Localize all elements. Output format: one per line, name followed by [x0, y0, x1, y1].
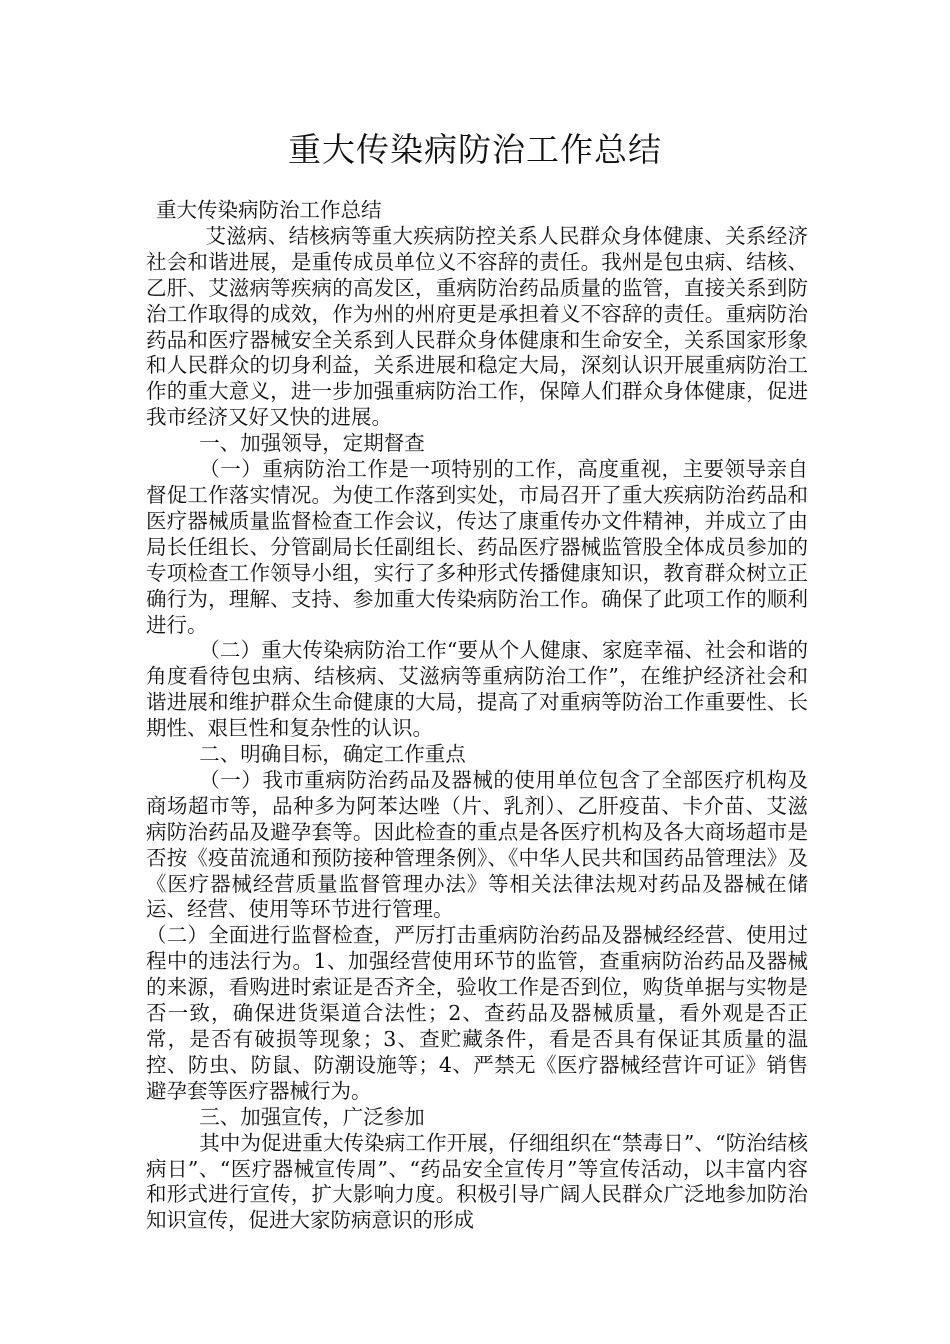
section-heading-2: 二、明确目标，确定工作重点: [199, 742, 466, 767]
paragraph-2-2: （二）全面进行监督检查，严厉打击重病防治药品及器械经经营、使用过程中的违法行为。1、加强经营使用环节的监管，查重病防治药品及器械的来源，看购进时索证是否齐全，验收工作是否到位，购货单据与实物是否一致，确保进货渠道合法性；2、查药品及器械质量，看外观是否正常，是否有破损等现象；3、查贮藏条件，看是否具有保证其质量的温控、防虫、防鼠、防潮设施等；4、严禁无《医疗器械经营许可证》销售避孕套等医疗器械行为。: [146, 923, 808, 1103]
paragraph-1-1: （一）重病防治工作是一项特别的工作，高度重视，主要领导亲自督促工作落实情况。为使工作落到实处，市局召开了重大疾病防治药品和医疗器械质量监督检查工作会议，传达了康重传办文件精神，并成立了由局长任组长、分管副局长任副组长、药品医疗器械监管股全体成员参加的专项检查工作领导小组，实行了多种形式传播健康知识，教育群众树立正确行为，理解、支持、参加重大传染病防治工作。确保了此项工作的顺利进行。: [146, 457, 808, 637]
page-title: 重大传染病防治工作总结: [288, 130, 662, 169]
paragraph-intro: 艾滋病、结核病等重大疾病防控关系人民群众身体健康、关系经济社会和谐进展，是重传成员单位义不容辞的责任。我州是包虫病、结核、乙肝、艾滋病等疾病的高发区，重病防治药品质量的监管，直接关系到防治工作取得的成效，作为州的州府更是承担着义不容辞的责任。重病防治药品和医疗器械安全关系到人民群众身体健康和生命安全，关系国家形象和人民群众的切身利益，关系进展和稳定大局，深刻认识开展重病防治工作的重大意义，进一步加强重病防治工作，保障人们群众身体健康，促进我市经济又好又快的进展。: [146, 223, 808, 430]
section-heading-1: 一、加强领导，定期督查: [199, 431, 425, 456]
section-heading-3: 三、加强宣传，广泛参加: [199, 1104, 425, 1129]
document-body: [146, 198, 808, 1234]
paragraph-2-1: （一）我市重病防治药品及器械的使用单位包含了全部医疗机构及商场超市等，品种多为阿苯达唑（片、乳剂）、乙肝疫苗、卡介苗、艾滋病防治药品及避孕套等。因此检查的重点是各医疗机构及各大商场超市是否按《疫苗流通和预防接种管理条例》、《中华人民共和国药品管理法》及《医疗器械经营质量监督管理办法》等相关法律法规对药品及器械在储运、经营、使用等环节进行管理。: [146, 767, 808, 922]
document-subtitle: 重大传染病防治工作总结: [156, 198, 382, 222]
paragraph-1-2: （二）重大传染病防治工作“要从个人健康、家庭幸福、社会和谐的角度看待包虫病、结核病、艾滋病等重病防治工作”，在维护经济社会和谐进展和维护群众生命健康的大局，提高了对重病等防治工作重要性、长期性、艰巨性和复杂性的认识。: [146, 638, 808, 741]
paragraph-3-1: 其中为促进重大传染病工作开展，仔细组织在“禁毒日”、“防治结核病日”、“医疗器械宣传周”、“药品安全宣传月”等宣传活动，以丰富内容和形式进行宣传，扩大影响力度。积极引导广阔人民群众广泛地参加防治知识宣传，促进大家防病意识的形成: [146, 1130, 808, 1233]
